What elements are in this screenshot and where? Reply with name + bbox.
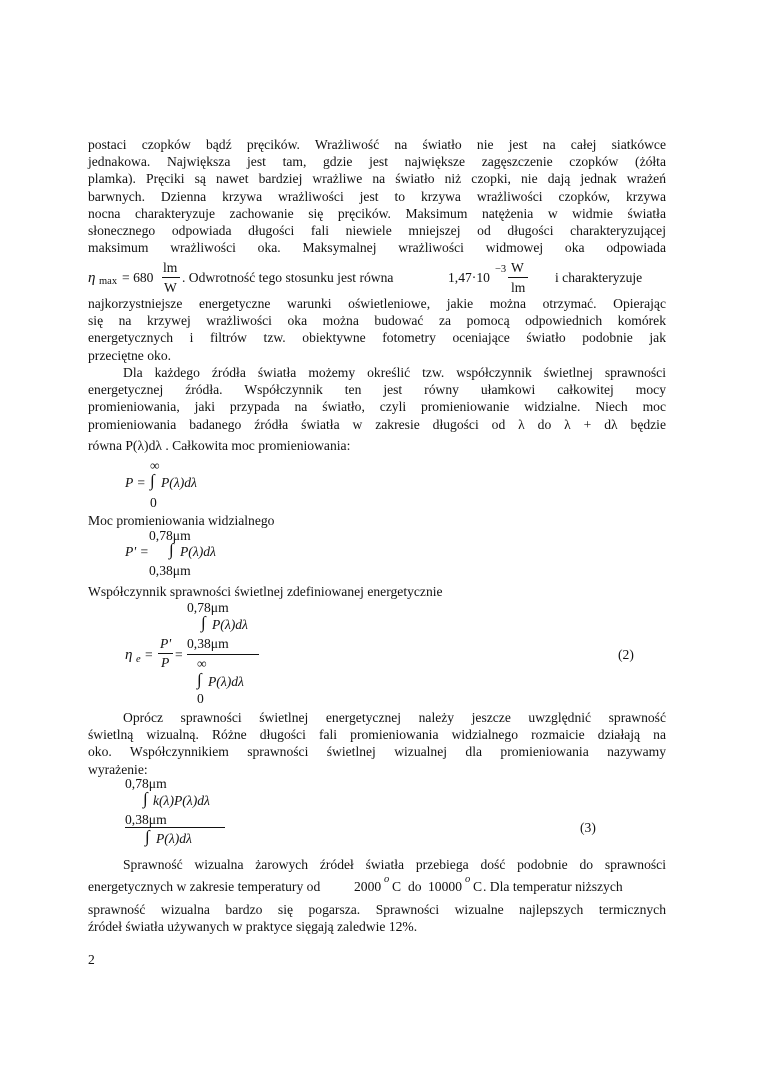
equation-2 [125,600,670,705]
text-line: energetycznych i filtrów tzw. obiektywne fotometry oceniające światło podobnie jak [88,330,666,346]
eta-subscript: max [99,276,118,287]
upper-limit: ∞ [197,656,207,671]
integral-sign: ∫ [145,827,150,846]
lower-limit: 0 [150,495,157,510]
eq-lhs: P' = [125,544,149,559]
fraction-bar [158,653,173,654]
unit: C [392,879,402,894]
degree-symbol: o [384,874,390,885]
lower-limit: 0 [197,691,204,706]
paragraph-1-continued [88,295,666,364]
text-line: najkorzystniejsze energetyczne warunki oświetleniowe, jakie można otrzymać. Opierając [88,296,666,311]
text-line: Moc promieniowania widzialnego [88,513,275,528]
upper-limit: 0,78μm [187,600,229,615]
eq-lhs: P = [125,475,146,490]
text-line: promieniowania badanego źródła światła w zakresie długości od λ do λ + dλ będzie [88,416,666,432]
eta-subscript: e [136,654,141,665]
fraction-bar [162,277,180,278]
degree-symbol: o [465,874,471,885]
sentence-fragment: i charakteryzuje [555,270,643,285]
integral-sign: ∫ [143,789,148,808]
text-line: świetlną wizualną. Różne długości fali promieniowania widzialnego rozmaicie działają na [88,727,666,743]
eq-integrand: P(λ)dλ [208,674,244,689]
label-coefficient [88,583,666,600]
eta-value: = 680 [122,270,154,285]
text-line: równa P(λ)dλ . Całkowita moc promieniowania: [88,438,351,453]
text-line: nocna charakteryzuje zachowanie się pręcików. Maksimum natężenia w widmie światła [88,205,666,221]
eq-integrand: P(λ)dλ [161,475,197,490]
text-line: postaci czopków bądź pręcików. Wrażliwość na światło nie jest na całej siatkówce [88,137,666,152]
paragraph-4 [88,856,666,873]
fraction2-denominator: lm [511,280,526,295]
fraction-numerator: lm [163,260,178,275]
eq-integrand: P(λ)dλ [156,831,192,846]
integral-sign: ∫ [169,540,174,559]
paragraph-3 [88,709,666,778]
eta-symbol: η [125,647,133,663]
page-number: 2 [88,952,95,967]
temperature-line [88,876,668,898]
text-line: słonecznego odpowiada długości fali niewiele mniejszej od długości charakteryzującej [88,223,666,239]
fraction-bar [125,827,225,828]
text-line: barwnych. Dzienna krzywa wrażliwości jest to krzywa wrażliwości czopków, krzywa [88,188,666,204]
paragraph-1 [88,136,666,256]
integral-sign: ∫ [197,670,202,689]
unit: C [473,879,483,894]
equation-number: (3) [580,820,596,835]
ratio-value: 1,47·10 [448,270,490,285]
fraction-bar-main [187,654,259,655]
ratio-exponent: −3 [495,264,507,275]
text-line: oko. Współczynnikiem sprawności świetlnej wizualnej dla promieniowania nazywamy [88,744,666,760]
text-line: sprawność wizualna bardzo się pogarsza. Sprawności wizualne najlepszych termicznych [88,902,666,917]
equation-total-power [125,458,325,512]
integral-sign: ∫ [150,471,155,490]
text-line: jednakowa. Największa jest tam, gdzie jest największe zagęszczenie czopków (żółta [88,154,666,170]
integral-sign: ∫ [201,613,206,632]
equals-sign: = [145,647,153,662]
lower-limit: 0,38μm [125,812,167,827]
fraction2-bar [508,277,528,278]
upper-limit: 0,78μm [125,776,167,791]
text-line: Sprawność wizualna żarowych źródeł światła przebiega dość podobnie do sprawności [123,857,666,872]
sentence-fragment: . Dla temperatur niższych [483,879,623,894]
label-visible-power [88,512,666,529]
text-line: promieniowania, jaki przypada na światło, czyli promieniowanie widzialne. Niech moc [88,399,666,415]
eq-integrand: P(λ)dλ [180,544,216,559]
text-line: maksimum wrażliwości oka. Maksymalnej wrażliwości widmowej oka odpowiada [88,240,666,256]
eq-integrand: P(λ)dλ [212,617,248,632]
eq-integrand: k(λ)P(λ)dλ [153,793,210,808]
fraction-denominator: W [164,280,177,295]
text-line: wyrażenie: [88,761,148,777]
equation-number: (2) [618,647,634,662]
fraction-denominator: P [161,655,170,670]
lower-limit: 0,38μm [149,563,191,578]
text-line: źródeł światła używanych w praktyce sięgają zaledwie 12%. [88,919,418,935]
paragraph-4-continued [88,901,666,935]
paragraph-2-last [88,437,666,454]
text-line: przeciętne oko. [88,347,172,363]
upper-limit: ∞ [150,458,160,473]
equation-visible-power [125,530,325,580]
text-line: Dla każdego źródła światła możemy określić tzw. współczynnik świetlnej sprawności [123,365,666,380]
text-line: Oprócz sprawności świetlnej energetycznej należy jeszcze uwzględnić sprawność [123,710,666,725]
text-line: energetycznej źródła. Współczynnik ten jest równy ułamkowi całkowitej mocy [88,382,666,398]
upper-limit: 0,78μm [149,528,191,543]
sentence-fragment: energetycznych w zakresie temperatury od [88,879,321,894]
eta-symbol: η [88,270,96,286]
eta-max-line [88,258,668,298]
fraction-numerator: P' [160,636,172,651]
lower-limit: 0,38μm [187,636,229,651]
equals-sign: = [175,647,183,662]
temperature-value: 2000 [354,879,382,894]
equation-3 [125,776,670,854]
sentence-fragment: do [408,879,422,894]
temperature-value: 10000 [428,879,462,894]
paragraph-2 [88,364,666,433]
text-line: Współczynnik sprawności świetlnej zdefiniowanej energetycznie [88,584,443,599]
text-line: się na krzywej wrażliwości oka można budować za pomocą odpowiednich komórek [88,313,666,329]
fraction2-numerator: W [511,260,524,275]
text-line: plamka). Pręciki są nawet bardziej wrażliwe na światło niż czopki, nie dają jednak wrażeń [88,171,666,187]
sentence-fragment: . Odwrotność tego stosunku jest równa [182,270,394,285]
